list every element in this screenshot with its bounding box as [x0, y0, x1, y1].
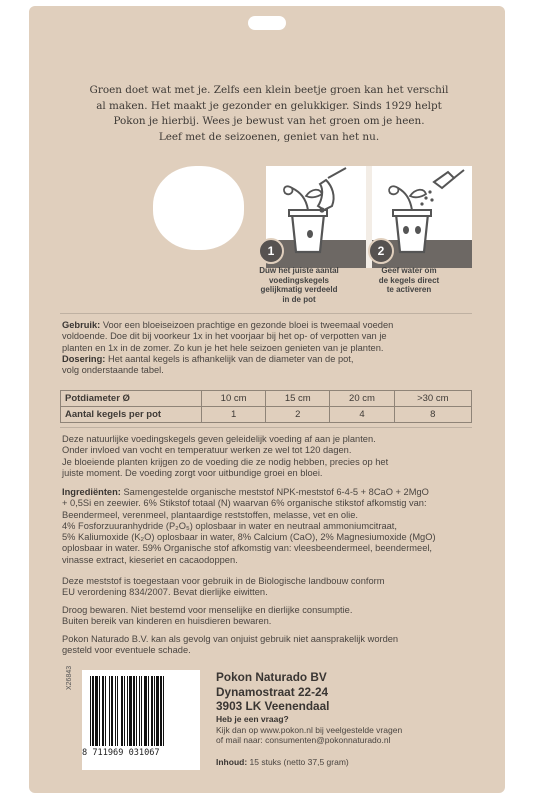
usage-line: planten en 1x in de zomer. Zo kun je het hele seizoen genieten van je planten. [62, 342, 384, 353]
intro-line: al maken. Het maakt je gezonder en gelukkiger. Sinds 1929 helpt [96, 99, 442, 112]
ingredients-line: 4% Fosforzuuranhydride (P₂O₅) oplosbaar in water en neutraal ammoniumcitraat, [62, 520, 397, 531]
contact-line: Kijk dan op www.pokon.nl bij veelgestelde vragen [216, 724, 403, 735]
storage-line: Droog bewaren. Niet bestemd voor menselijke en dierlijke consumptie. [62, 605, 353, 615]
barcode-bars [82, 670, 200, 748]
table-cell: 8 [394, 407, 471, 423]
company-line: 3903 LK Veenendaal [216, 699, 330, 714]
regulation-line: Deze meststof is toegestaan voor gebruik in de Biologische landbouw conform [62, 576, 385, 586]
step-1-text [246, 266, 352, 304]
content-label: Inhoud: [216, 757, 248, 767]
ingredients-line: Samengestelde organische meststof NPK-meststof 6-4-5 + 8CaO + 2MgO [123, 487, 429, 497]
regulation-section [62, 576, 474, 599]
ingredients-line: oplosbaar in water. 59% Organische stof afkomstig van: vleesbeendermeel, beendermeel, [62, 543, 433, 554]
hang-hole [248, 16, 286, 30]
table-cell: 4 [330, 407, 394, 423]
description-line: Onder invloed van vocht en temperatuur werken ze wel tot 120 dagen. [62, 445, 352, 456]
table-row [61, 391, 472, 407]
intro-line: Pokon je hierbij. Wees je bewust van het groen om je heen. [113, 115, 425, 128]
divider [60, 313, 472, 314]
step-2-line: te activeren [386, 285, 432, 295]
dosage-label: Dosering: [62, 353, 106, 364]
usage-section [62, 320, 474, 376]
step-2-text [356, 266, 462, 295]
ingredients-line: Beendermeel, verenmeel, plantaardige reststoffen, melasse, vet en olie. [62, 509, 358, 520]
usage-line: Voor een bloeiseizoen prachtige en gezonde bloei is tweemaal voeden [102, 320, 394, 330]
contact-title: Heb je een vraag? [216, 714, 289, 724]
ingredients-line: 5% Kaliumoxide (K₂O) oplosbaar in water, 8% Calcium (CaO), 2% Magnesiumoxide (MgO) [62, 532, 436, 543]
step-2-badge: 2 [368, 238, 394, 264]
divider [60, 427, 472, 428]
step-1-line: gelijkmatig verdeeld [260, 285, 338, 295]
description-section [62, 434, 474, 479]
storage-line: Buiten bereik van kinderen en huisdieren bewaren. [62, 616, 272, 627]
intro-line: Groen doet wat met je. Zelfs een klein beetje groen kan het verschil [89, 84, 449, 96]
table-cell: 2 [266, 407, 330, 423]
description-line: Deze natuurlijke voedingskegels geven geleidelijk voeding af aan je planten. [62, 434, 376, 444]
row-label-diameter: Potdiameter Ø [61, 391, 202, 407]
usage-label: Gebruik: [62, 320, 101, 330]
company-line: Pokon Naturado BV [216, 670, 327, 684]
table-cell: 1 [202, 407, 266, 423]
liability-section [62, 634, 474, 657]
step-2-line: Geef water om [381, 266, 437, 275]
content-info [216, 757, 349, 767]
ingredients-label: Ingrediënten: [62, 487, 121, 497]
dosage-line: Het aantal kegels is afhankelijk van de diameter van de pot, [107, 353, 354, 364]
intro-text [45, 83, 493, 146]
liability-line: gesteld voor eventuele schade. [62, 645, 191, 656]
contact-section [216, 714, 402, 746]
contact-line: of mail naar: consumenten@pokonnaturado.nl [216, 735, 391, 745]
table-cell: 20 cm [330, 391, 394, 407]
intro-line: Leef met de seizoenen, geniet van het nu. [158, 131, 380, 144]
table-cell: 10 cm [202, 391, 266, 407]
table-row [61, 407, 472, 423]
product-window [153, 166, 244, 250]
usage-line: voldoende. Doe dit bij voorkeur 1x in het voorjaar bij het op- of verpotten van je [62, 331, 387, 342]
step-1-line: Duw het juiste aantal [259, 266, 339, 275]
regulation-line: EU verordening 834/2007. Bevat dierlijke eiwitten. [62, 587, 268, 598]
step-1-line: in de pot [282, 294, 316, 304]
description-line: Je bloeiende planten krijgen zo de voeding die ze nodig hebben, precies op het [62, 456, 389, 467]
company-address [216, 670, 329, 714]
row-label-count: Aantal kegels per pot [61, 407, 202, 423]
step-2-line: de kegels direct [378, 275, 440, 285]
ingredients-line: + 0,5Si en zeewier. 6% Stikstof totaal (N) waarvan 6% organische stikstof afkomstig van: [62, 498, 427, 509]
step-1-badge: 1 [258, 238, 284, 264]
description-line: juiste moment. De voeding zorgt voor uitbundige groei en bloei. [62, 467, 323, 478]
table-cell: 15 cm [266, 391, 330, 407]
dosage-line: volg onderstaande tabel. [62, 365, 164, 376]
content-value: 15 stuks (netto 37,5 gram) [249, 757, 349, 767]
ingredients-section [62, 487, 474, 566]
ingredients-line: vinasse extract, kieseriet en cacaodoppen. [62, 554, 238, 565]
barcode-side-code: X26843 [66, 665, 73, 690]
table-cell: >30 cm [394, 391, 471, 407]
storage-section [62, 605, 474, 628]
company-line: Dynamostraat 22-24 [216, 684, 329, 699]
barcode-digits: 8 711969 031067 [82, 748, 160, 758]
dosage-table [60, 390, 472, 423]
step-1-line: voedingskegels [268, 275, 330, 285]
liability-line: Pokon Naturado B.V. kan als gevolg van onjuist gebruik niet aansprakelijk worden [62, 634, 399, 644]
